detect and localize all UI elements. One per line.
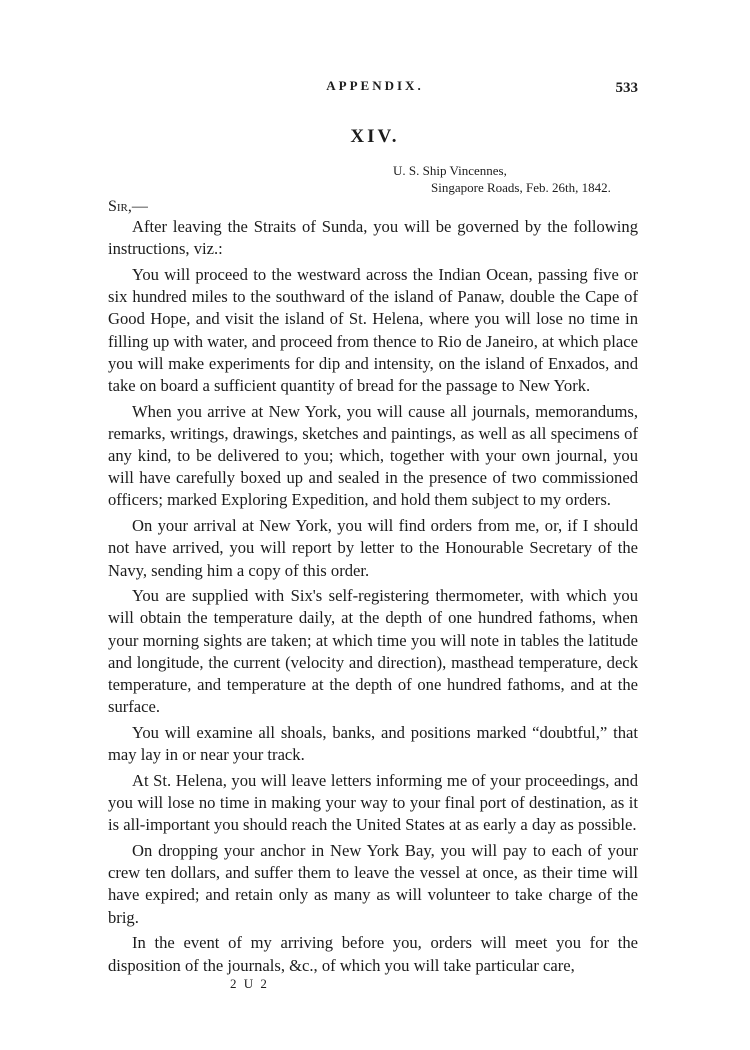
paragraph: After leaving the Straits of Sunda, you will be governed by the following instructions, viz.:: [108, 217, 638, 259]
paragraph: You will examine all shoals, banks, and positions marked “doubtful,” that may lay in or near your track.: [108, 722, 638, 765]
letter-body: [108, 216, 638, 980]
paragraph: In the event of my arriving before you, orders will meet you for the disposition of the journals, &c., of which you will take particular care,: [108, 933, 638, 975]
paragraph: At St. Helena, you will leave letters informing me of your proceedings, and you will lose no time in making your way to your final port of destination, as it is all-important you should reach the United States at as early a day as possible.: [108, 770, 638, 835]
paragraph: On your arrival at New York, you will find orders from me, or, if I should not have arrived, you will report by letter to the Honourable Secretary of the Navy, sending him a copy of this order.: [108, 516, 638, 580]
paragraph: You are supplied with Six's self-registering thermometer, with which you will obtain the temperature daily, at the depth of one hundred fathoms, when your morning sights are taken; at which time you will note in tables the latitude and longitude, the current (velocity and direction), masthead temperature, deck temperature, and temperature at the depth of one hundred fathoms, and at the surface.: [108, 586, 638, 717]
section-number: XIV.: [350, 126, 400, 147]
dateline-place-date: Singapore Roads, Feb. 26th, 1842.: [431, 180, 611, 195]
running-head: APPENDIX.: [326, 78, 424, 93]
paragraph: You will proceed to the westward across the Indian Ocean, passing five or six hundred miles to the southward of the island of Panaw, double the Cape of Good Hope, and visit the island of St. Helena, where you will lose no time in filling up with water, and proceed from thence to Rio de Janeiro, at which place you will make experiments for dip and intensity, on the island of Enxados, and take on board a sufficient quantity of bread for the passage to New York.: [108, 264, 638, 395]
salutation: Sir,—: [108, 198, 148, 215]
paragraph: On dropping your anchor in New York Bay, you will pay to each of your crew ten dollars, and suffer them to leave the vessel at once, as their time will have expired; and retain only as many as will volunteer to take charge of the brig.: [108, 840, 638, 927]
page-number: 533: [615, 80, 638, 96]
paragraph: When you arrive at New York, you will cause all journals, memorandums, remarks, writings, drawings, sketches and paintings, as well as all specimens of any kind, to be delivered to you; which, together with your own journal, you will have carefully boxed up and sealed in the presence of two commissioned officers; marked Exploring Expedition, and hold them subject to my orders.: [108, 401, 638, 510]
printer-signature-mark: 2 U 2: [230, 976, 269, 991]
dateline-ship: U. S. Ship Vincennes,: [393, 163, 507, 178]
